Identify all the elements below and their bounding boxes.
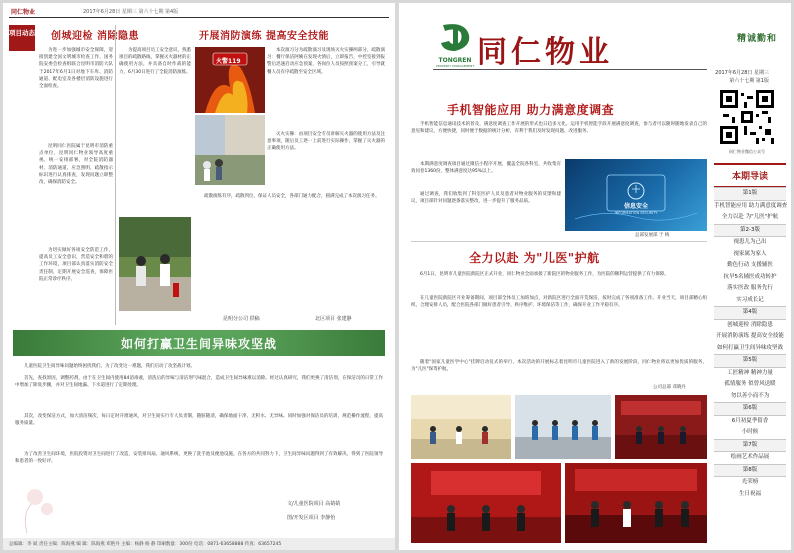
toc-entry: 6月初夏季留香 (731, 417, 769, 424)
article-fire-check-para-2: 昆明同仁医院属于昆明市消防重点单位，昆明同仁物业领导高度重视，统一安排部署，对全院消防器材、消防通道、应急照明、疏散指示标识进行认真排查，发现问题立即整改，确保消防安全。 (39, 144, 113, 186)
hospital-photo-ceremony (615, 395, 707, 459)
article-fire-drill-para-3: 灭火实操：由项目安全专员讲解灭火器的使用方法及注意事项，随后员工逐一上前进行实际操作，掌握了灭火器的正确使用方法。 (267, 132, 385, 152)
newspaper-slogan: 精诚勤和 (736, 34, 777, 44)
article-survey-para-1: 手机智能信息通讯技术的普及，满意度调查工作开展的形式也日趋多元化。运用手机智能手段开展满意度调查，参与者可以随时随地发表自己的意见和建议，方便快捷，同时便于数据的统计分析，有利于我们及时发现问题、改进服务。 (411, 122, 707, 135)
toc-page-label: 第7版 (714, 439, 786, 453)
toc-entry: 抗旱5名辅医成功转护 (723, 273, 777, 280)
section-label: 项目动态 (9, 25, 35, 51)
toc-page-label: 第5版 (714, 354, 786, 368)
issue-date: 2017年6月28日 星期三 (715, 70, 769, 76)
toc-entry: 开展消防演练 提高安全技能 (716, 333, 784, 339)
article-fire-check-para-3: 为切实做好各项安全防范工作，提高员工安全意识，营造安全和谐的工作环境，项目部认真落实消防安全责任制，定期开展安全巡查，保障医院正常诊疗秩序。 (39, 248, 113, 282)
fire-drill-photo-building (195, 115, 265, 185)
running-head-rule (9, 17, 389, 18)
toc-page-label: 第4版 (714, 306, 786, 320)
article-childrens-hospital-para-2: 在儿童医院新院区开业筹备期间，项目部全体员工加班加点，对新院区进行全面开荒保洁，按时完成了各项准备工作。开业当天，项目部精心组织，合理安排人员，配合医院各部门做好患者引导、秩序维护、环境保洁等工作，确保开业工作平稳有序。 (411, 296, 707, 309)
article-survey-signature: 总部发展部 于 梅 (635, 233, 670, 238)
toc-entry: 视家属为家人 (733, 250, 767, 257)
toc-entry: 勿以善小而不为 (730, 392, 770, 399)
fire-drill-photo-fire (195, 47, 265, 113)
toc-entry: 勤色行动 支援辅医 (727, 262, 773, 268)
survey-slide-image (565, 159, 707, 231)
article-toilet-para-2: 首先，查找原因，调整药剂，由于在卫生间内使用84消毒液，清洗后的异味与清洁剂气味混合，造成卫生间异味难以消除。经过认真研究，我们更换了清洁剂，在保洁员的日常工作中增加了除臭步骤，并对卫生间地漏、下水道进行了定期处理。 (15, 376, 383, 389)
toc-page-label: 第2-3版 (714, 224, 786, 238)
table-of-contents (714, 163, 786, 500)
tongren-logo-icon (435, 21, 475, 53)
masthead-credits: 总编辑：李 斌 责任主编：陈海燕 编 辑：陈海燕 邓艳丹 主编：杨静 杨 静 印刷数量：300份 电话：0871-63658888 传真：63657245 (3, 538, 395, 550)
qr-caption: 同仁物业微信公众号 (729, 149, 765, 154)
toc-entry: 光荣榜 (741, 479, 759, 485)
article-divider (411, 241, 707, 242)
article-fire-drill-para-2: 本次演习分为疏散演习及现场灭火实操两部分，疏散演习：餐厅保洁阿姨在发现火情后，立即报告，中控室接到报警后迅速启动应急预案，各岗位人员按照预案分工，引导就餐人员有序疏散至安全区域。 (267, 48, 385, 75)
column-divider (115, 25, 116, 325)
article-survey-para-2: 本期满意度调查项目通过微信小程序开展，覆盖全院各科室，共收集有效问卷1360份，整体满意度达95%以上。 (411, 162, 561, 175)
article-fire-drill-para-1: 为提高项目员工安全意识，熟悉项目的疏散路线，掌握灭火器材的正确使用方法，并具备自时作战的能力，6月30日进行了全院消防演练。 (119, 48, 191, 75)
toc-entry: 孤情服务 似曾风送暖 (724, 381, 776, 387)
toc-entry: 视患儿为己出 (733, 239, 767, 245)
article-toilet-signature-b: 图/开发区项目 李静怡 (287, 515, 336, 521)
article-toilet-signature-a: 文/儿童医院项目 高婧婧 (287, 501, 341, 507)
running-head-brand: 同仁物业 (11, 9, 36, 16)
article-childrens-hospital-para-3: 随着"国家儿童医学中心"挂牌启动仪式的举行，本次活动的开展标志着昆明市儿童医院进入了新的发展阶段，同仁物业将以更加优质的服务，为"儿医"保驾护航。 (411, 360, 707, 373)
article-fire-drill-signature-b: 北区项目 张建静 (315, 316, 352, 322)
toc-entry: 手机智能应用 助力满意度调查 (714, 202, 788, 209)
toc-entry: 生日祝福 (738, 490, 761, 497)
hospital-photo-staff (515, 395, 611, 459)
article-survey-title: 手机智能应用 助力满意度调查 (447, 103, 615, 117)
newspaper-dateline (715, 69, 769, 85)
toc-entry: 小时候 (741, 429, 759, 435)
masthead-rule (433, 69, 707, 70)
article-fire-check-para-1: 为进一步加强城市安全保障，迎接创建全国文明城市检查工作，国务院安委会检查组联合昆明市消防大队于2017年6月1日对地下车库、消防通道、配电室及各楼层消防设施进行全面检查。 (39, 48, 113, 90)
article-toilet-para-1: 儿童医院卫生间异味问题始终困扰我们，为了改变这一难题，我们启动了攻坚战计划。 (24, 364, 195, 369)
toc-entry: 工匠精神 精神力量 (727, 369, 773, 376)
article-childrens-hospital-para-1: 6月1日，昆明市儿童医院新院区正式开业，同仁物业全面承接了新院区的物业服务工作，为医院的顺利运营提供了有力保障。 (420, 272, 669, 277)
article-fire-check-title: 创城迎检 消除隐患 (51, 31, 139, 42)
running-head (3, 3, 395, 19)
article-toilet-para-4: 为了改善卫生间环境，医院投资对卫生间进行了改造，安装排风扇、通风系统，更换了洗手池及便池设施。在各方的共同努力下，卫生间异味问题得到了有效解决，得到了医院领导和患者的一致好评。 (15, 452, 383, 465)
toc-entry: 实习成长记 (736, 296, 764, 303)
decorative-flower-icon (7, 473, 67, 537)
tongren-logo (435, 21, 475, 67)
hospital-photo-unveiling (411, 463, 561, 543)
hospital-photo-stage (565, 463, 707, 543)
wechat-qr-code (717, 87, 777, 147)
slide-subtitle: INFORMATION SECURITY (614, 211, 658, 215)
article-fire-drill-para-4: 疏散演练有序，疏散到位，保证人员安全，各部门通力配合，圆满完成了本次演习任务。 (204, 194, 380, 199)
toc-entry: 全力以赴 为"儿医"护航 (721, 214, 779, 220)
article-childrens-hospital-signature: 公司总部 邓晓丹 (653, 385, 686, 390)
article-childrens-hospital-title: 全力以赴 为"儿医"护航 (469, 251, 600, 265)
article-fire-drill-title: 开展消防演练 提高安全技能 (199, 31, 329, 42)
toc-page-label: 第6版 (714, 402, 786, 416)
tongren-logo-text: TONGREN (438, 57, 472, 64)
toilet-odor-banner-title: 如何打赢卫生间异味攻坚战 (120, 337, 277, 351)
newspaper-title: 同仁物业 (477, 35, 613, 70)
article-fire-drill-signature-a: 昆明分公司 供稿 (223, 316, 260, 322)
toc-entry: 落实医改 服务先行 (727, 285, 773, 291)
toc-entry: 创城迎检 消除隐患 (727, 321, 773, 328)
slide-title: 信息安全 (623, 203, 648, 210)
fire-drill-photo-extinguisher (119, 217, 191, 311)
toc-entry: 如何打赢卫生间异味攻坚战 (716, 344, 783, 351)
newspaper-page-4 (3, 3, 395, 550)
fire-alarm-sign: 火警119 (216, 58, 241, 65)
article-toilet-para-3: 其次，改变保洁方式，加大清洁频次，每日定时开窗通风，对卫生间实行专人负责制，随脏随清，确保地面干净、无积水、无异味。同时加强对保洁员的培训，规范操作流程，提高服务质量。 (15, 414, 383, 427)
newspaper-page-1 (399, 3, 791, 550)
toc-page-label: 第8版 (714, 464, 786, 478)
hospital-photo-lobby (411, 395, 511, 459)
toc-title: 本期导读 (714, 163, 786, 187)
article-survey-para-3: 通过调查，我们收集到了科室医护人员及患者对物业服务的反馈和建议，项目部针对问题逐条落实整改，进一步提升了服务品质。 (411, 192, 561, 205)
toilet-odor-banner (13, 330, 385, 356)
issue-number: 第六十七期 第1版 (729, 78, 769, 84)
toc-entry: 绘画艺术作品展 (730, 454, 770, 460)
toc-page-label: 第1版 (714, 187, 786, 201)
tongren-logo-sub: PROPERTY MANAGEMENT (435, 64, 475, 68)
running-head-info: 2017年6月28日 星期三 第六十七期 第4版 (83, 9, 179, 15)
